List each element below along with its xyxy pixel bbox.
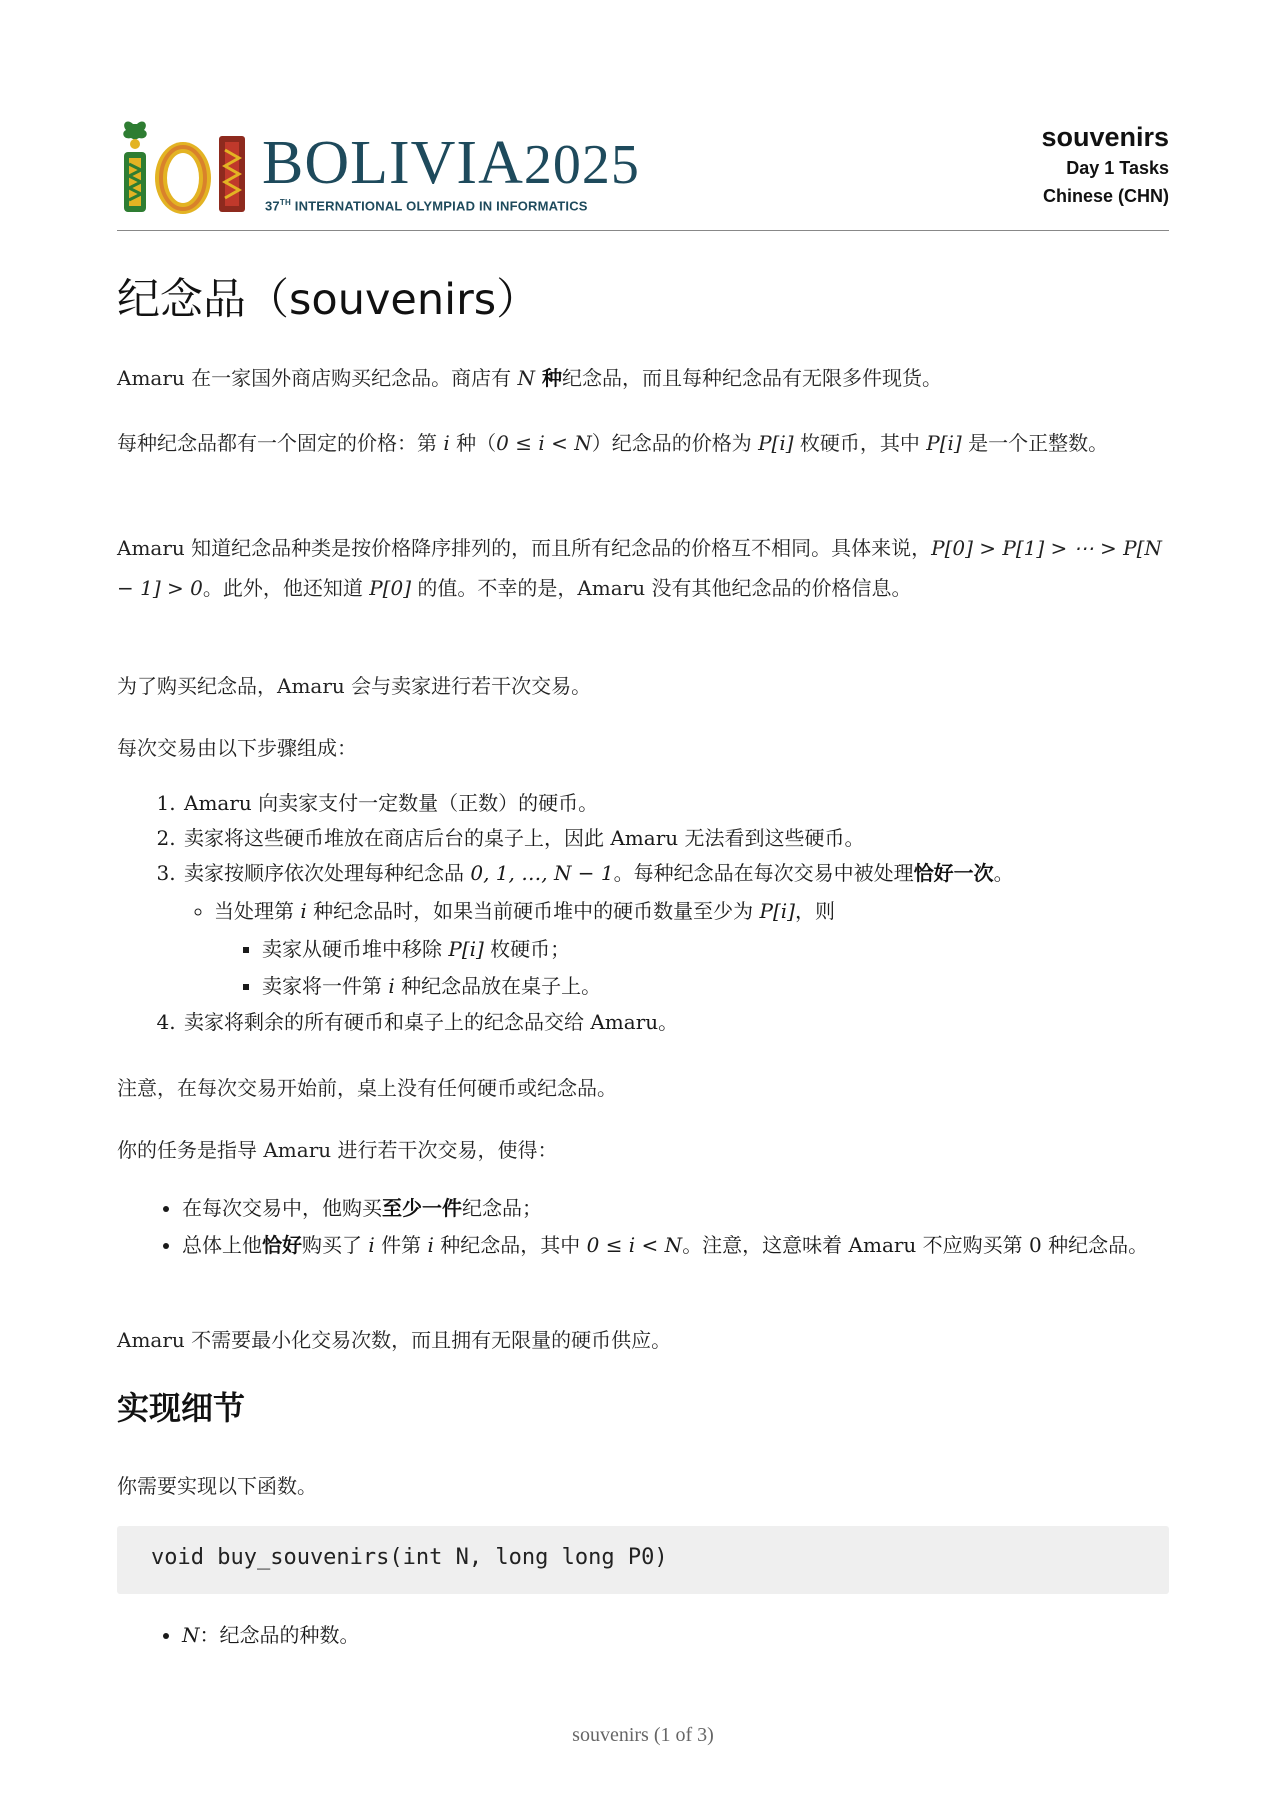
document-page	[117, 0, 1169, 1810]
page-title: 纪念品（souvenirs）	[117, 275, 540, 325]
code-block	[117, 1526, 1169, 1594]
sub-list	[184, 893, 1182, 1005]
transaction-steps-list	[155, 786, 1182, 1040]
list-item: ▪ 卖家从硬币堆中移除 P[i] 枚硬币；	[262, 931, 1182, 968]
function-signature: void buy_souvenirs(int N, long long P0)	[151, 1545, 668, 1570]
sub-sub-list	[214, 931, 1182, 1005]
list-item: 2. 卖家将这些硬币堆放在商店后台的桌子上，因此 Amaru 无法看到这些硬币。	[182, 821, 1182, 856]
logo-wordmark: BOLIVIA2025	[262, 129, 640, 197]
paragraph-intro-5: 每次交易由以下步骤组成：	[117, 736, 357, 760]
list-item: ▪ 卖家将一件第 i 种纪念品放在桌子上。	[262, 968, 1182, 1005]
list-item: • 总体上他恰好购买了 i 件第 i 种纪念品，其中 0 ≤ i < N。注意，这意味着 Amaru 不应购买第 0 种纪念品。	[182, 1227, 1182, 1264]
logo-subtitle: 37TH INTERNATIONAL OLYMPIAD IN INFORMATICS	[265, 198, 588, 214]
list-item: 1. Amaru 向卖家支付一定数量（正数）的硬币。	[182, 786, 1182, 821]
paragraph-impl-intro: 你需要实现以下函数。	[117, 1474, 317, 1498]
list-item: • N：纪念品的种数。	[182, 1617, 1182, 1654]
paragraph-task: 你的任务是指导 Amaru 进行若干次交易，使得：	[117, 1138, 558, 1162]
page-footer: souvenirs (1 of 3)	[572, 1724, 714, 1746]
header-divider	[117, 230, 1169, 231]
paragraph-intro-3: Amaru 知道纪念品种类是按价格降序排列的，而且所有纪念品的价格互不相同。具体来说，P[0] > P[1] > ⋯ > P[N − 1] > 0。此外，他还知道 P[0] 的值。不幸的是，Amaru 没有其他纪念品的价格信息。	[117, 536, 1162, 600]
list-item: • 在每次交易中，他购买至少一件纪念品；	[182, 1190, 1182, 1227]
paragraph-intro-4: 为了购买纪念品，Amaru 会与卖家进行若干次交易。	[117, 674, 592, 698]
list-item: 3. 卖家按顺序依次处理每种纪念品 0, 1, …, N − 1。每种纪念品在每次交易中被处理恰好一次。 ◦ 当处理第 i 种纪念品时，如果当前硬币堆中的硬币数量至少为 P[i]，则 ▪ 卖家从硬币堆中移除 P[i] 枚硬币； ▪ 卖家将一件第 i 种纪念品放在桌子上。	[182, 856, 1182, 1005]
requirements-list	[155, 1190, 1182, 1264]
list-item: ◦ 当处理第 i 种纪念品时，如果当前硬币堆中的硬币数量至少为 P[i]，则 ▪ 卖家从硬币堆中移除 P[i] 枚硬币； ▪ 卖家将一件第 i 种纪念品放在桌子上。	[214, 893, 1182, 1005]
logo-year: 2025	[523, 134, 640, 196]
task-name: souvenirs	[1041, 122, 1169, 152]
section-heading-implementation: 实现细节	[117, 1389, 246, 1427]
paragraph-intro-1: Amaru 在一家国外商店购买纪念品。商店有 N 种纪念品，而且每种纪念品有无限多件现货。	[117, 366, 942, 390]
parameter-list	[155, 1617, 1182, 1654]
task-day: Day 1 Tasks	[1066, 158, 1169, 178]
ioi-logo	[117, 118, 640, 218]
ioi-emblem-icon	[117, 118, 257, 218]
task-language: Chinese (CHN)	[1042, 186, 1169, 206]
list-item: 4. 卖家将剩余的所有硬币和桌子上的纪念品交给 Amaru。	[182, 1005, 1182, 1040]
page-header	[117, 110, 1169, 230]
paragraph-final: Amaru 不需要最小化交易次数，而且拥有无限量的硬币供应。	[117, 1328, 672, 1352]
paragraph-note: 注意，在每次交易开始前，桌上没有任何硬币或纪念品。	[117, 1076, 617, 1100]
paragraph-intro-2: 每种纪念品都有一个固定的价格：第 i 种（0 ≤ i < N）纪念品的价格为 P[i] 枚硬币，其中 P[i] 是一个正整数。	[117, 431, 1109, 455]
task-meta	[1041, 120, 1169, 210]
